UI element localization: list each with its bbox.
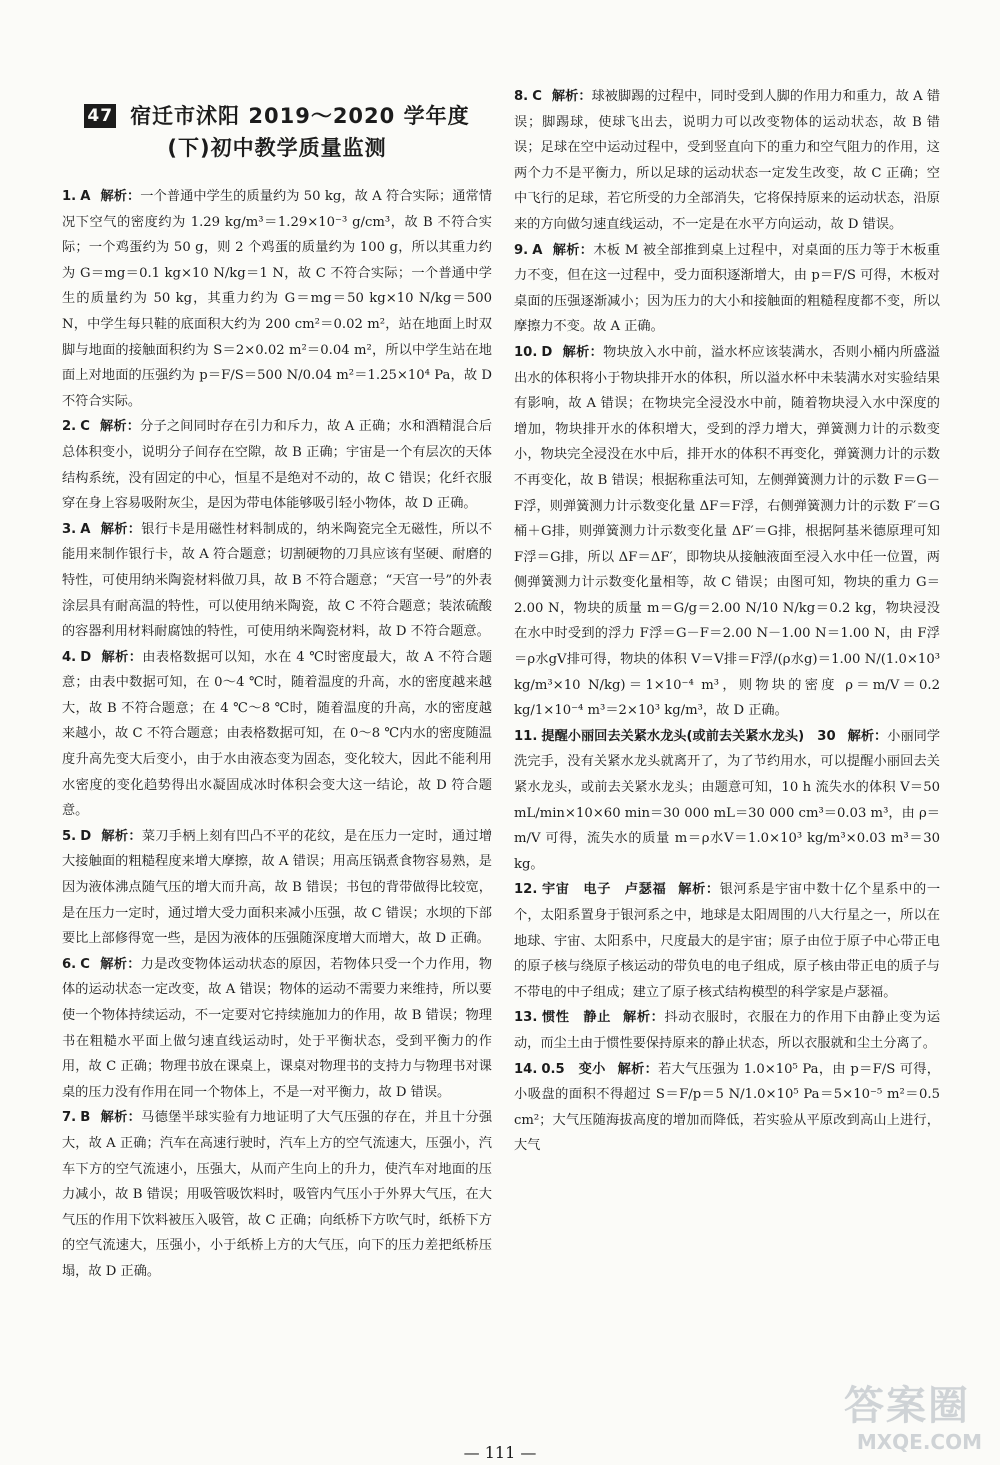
left-column: [62, 100, 492, 1285]
title-line-2: (下)初中教学质量监测: [167, 136, 387, 160]
item-text: 分子之间同时存在引力和斥力，故 A 正确；水和酒精混合后总体积变小，说明分子间存在空隙，故 B 正确；宇宙是一个有层次的天体结构系统，没有固定的中心，恒星不是绝对不动的，故 C 错误；化纤衣服穿在身上容易吸附灰尘，是因为带电体能够吸引轻小物体，故 D 正确。: [62, 419, 493, 512]
answer-item-7: [62, 1105, 492, 1284]
item-text: 银河系是宇宙中数十亿个星系中的一个，太阳系置身于银河系之中，地球是太阳周围的八大行星之一，所以在地球、宇宙、太阳系中，尺度最大的是宇宙；原子由位于原子中心带正电的原子核与绕原子核运动的带负电的电子组成，原子核由带正电的质子与不带电的中子组成；建立了原子核式结构模型的科学家是卢瑟福。: [514, 882, 941, 1000]
title-text-1: 宿迁市沭阳 2019～2020 学年度: [130, 104, 470, 128]
item-text: 由表格数据可以知，水在 4 ℃时密度最大，故 A 不符合题意；由表中数据可知，在 0～4 ℃时，随着温度的升高，水的密度越来越大，故 B 不符合题意；在 4 ℃～8 ℃时，随着温度的升高，水的密度越来越小，故 C 不符合题意；由表格数据可知，在 0～8 ℃内水的密度随温度升高先变大后变小，由于水由液态变为固态，变化较大，因此不能利用水密度的变化趋势得出水凝固成冰时体积会变大这一结论，故 D 符合题意。: [62, 649, 493, 819]
item-number: 14.: [514, 1061, 538, 1077]
item-number: 12.: [514, 882, 538, 898]
item-answer: 惯性 静止: [541, 1010, 612, 1026]
item-number: 8.: [514, 89, 529, 104]
section-title: [62, 100, 492, 164]
answer-item-13: [514, 1005, 940, 1056]
answer-item-1: [62, 184, 492, 414]
answer-item-6: [62, 952, 492, 1106]
analysis-label: 解析：: [678, 882, 720, 898]
answer-item-10: [514, 340, 940, 724]
answer-item-12: [514, 877, 940, 1005]
answer-item-4: [62, 645, 492, 824]
item-answer: 提醒小丽回去关紧水龙头(或前去关紧水龙头) 30: [541, 728, 836, 744]
item-text: 小丽同学洗完手，没有关紧水龙头就离开了，为了节约用水，可以提醒小丽回去关紧水龙头，或前去关紧水龙头；由题意可知，10 h 流失水的体积 V＝50 mL/min×10×60 min＝30 000 mL＝30 000 cm³＝0.03 m³，由 ρ＝m/V 可得，流失水的质量 m＝ρ水V＝1.0×10³ kg/m³×0.03 m³＝30 kg。: [514, 728, 941, 872]
item-answer: B: [80, 1110, 91, 1126]
answer-item-3: [62, 517, 492, 645]
analysis-label: 解析：: [101, 649, 143, 665]
item-answer: A: [80, 521, 91, 537]
item-text: 若大气压强为 1.0×10⁵ Pa，由 p＝F/S 可得，小吸盘的面积不得超过 S＝F/p＝5 N/1.0×10⁵ Pa＝5×10⁻⁵ m²＝0.5 cm²；大气压随海拔高度的增加而降低，若实验从平原改到高山上进行，大气: [514, 1061, 940, 1154]
item-number: 5.: [62, 828, 77, 844]
item-number: 10.: [514, 344, 538, 360]
item-number: 3.: [62, 521, 77, 537]
analysis-label: 解析：: [847, 728, 888, 744]
item-text: 力是改变物体运动状态的原因，若物体只受一个力作用，物体的运动状态一定改变，故 A 错误；物体的运动不需要力来维持，所以要使一个物体持续运动，不一定要对它持续施加力的作用，故 B 错误；物理书在粗糙水平面上做匀速直线运动时，处于平衡状态，受到平衡力的作用，故 C 正确；物理书放在课桌上，课桌对物理书的支持力与物理书对课桌的压力没有作用在同一个物体上，不是一对平衡力，故 D 错误。: [62, 956, 493, 1100]
analysis-label: 解析：: [623, 1010, 665, 1026]
item-text: 菜刀手柄上刻有凹凸不平的花纹，是在压力一定时，通过增大接触面的粗糙程度来增大摩擦，故 A 错误；用高压锅煮食物容易熟，是因为液体沸点随气压的增大而升高，故 B 错误；书包的背带做得比较宽，是在压力一定时，通过增大受力面积来减小压强，故 C 错误；水坝的下部要比上部修得宽一些，是因为液体的压强随深度增大而增大，故 D 正确。: [62, 828, 493, 947]
analysis-label: 解析：: [552, 242, 594, 258]
answer-item-9: [514, 238, 940, 340]
item-answer: C: [532, 89, 542, 104]
answer-item-8: [514, 84, 940, 238]
analysis-label: 解析：: [99, 419, 141, 435]
analysis-label: 解析：: [101, 828, 142, 844]
item-text: 木板 M 被全部推到桌上过程中，对桌面的压力等于木板重力不变，但在这一过程中，受力面积逐渐增大，由 p＝F/S 可得，木板对桌面的压强逐渐减小；因为压力的大小和接触面的粗糙程度都不变，所以摩擦力不变。故 A 正确。: [514, 242, 941, 335]
item-answer: 0.5 变小: [541, 1061, 606, 1077]
item-number: 6.: [62, 956, 77, 972]
analysis-label: 解析：: [551, 89, 592, 104]
item-text: 物块放入水中前，溢水杯应该装满水，否则小桶内所盛溢出水的体积将小于物块排开水的体积，所以溢水杯中未装满水对实验结果有影响，故 A 错误；在物块完全浸没水中前，随着物块浸入水中深度的增加，物块排开水的体积增大，受到的浮力增大，弹簧测力计的示数变小，物块完全浸没在水中后，排开水的体积不再变化，弹簧测力计的示数不再变化，故 B 错误；根据称重法可知，左侧弹簧测力计的示数 F＝G－F浮，则弹簧测力计示数变化量 ΔF＝F浮，右侧弹簧测力计的示数 F′＝G桶＋G排，则弹簧测力计示数变化量 ΔF′＝G排，根据阿基米德原理可知 F浮＝G排，所以 ΔF＝ΔF′，即物块从接触液面至浸入水中任一位置，两侧弹簧测力计示数变化量相等，故 C 错误；由图可知，物块的重力 G＝2.00 N，物块的质量 m＝G/g＝2.00 N/10 N/kg＝0.2 kg，物块浸没在水中时受到的浮力 F浮＝G－F＝2.00 N－1.00 N＝1.00 N，由 F浮＝ρ水gV排可得，物块的体积 V＝V排＝F浮/(ρ水g)＝1.00 N/(1.0×10³ kg/m³×10 N/kg)＝1×10⁻⁴ m³，则物块的密度 ρ＝m/V＝0.2 kg/1×10⁻⁴ m³＝2×10³ kg/m³，故 D 正确。: [514, 344, 940, 719]
answer-item-11: [514, 724, 940, 878]
analysis-label: 解析：: [617, 1061, 659, 1077]
analysis-label: 解析：: [100, 521, 142, 537]
item-answer: 宇宙 电子 卢瑟福: [541, 882, 667, 898]
item-text: 一个普通中学生的质量约为 50 kg，故 A 符合实际；通常情况下空气的密度约为 1.29 kg/m³＝1.29×10⁻³ g/cm³，故 B 不符合实际；一个鸡蛋约为 50 g，则 2 个鸡蛋的质量约为 100 g，所以其重力约为 G＝mg＝0.1 kg×10 N/kg＝1 N，故 C 不符合实际；一个普通中学生的质量约为 50 kg，其重力约为 G＝mg＝50 kg×10 N/kg＝500 N，中学生每只鞋的底面积大约为 200 cm²＝0.02 m²，站在地面上时双脚与地面的接触面积约为 S＝2×0.02 m²＝0.04 m²，所以中学生站在地面上对地面的压强约为 p＝F/S＝500 N/0.04 m²＝1.25×10⁴ Pa，故 D 不符合实际。: [62, 189, 492, 409]
item-text: 球被脚踢的过程中，同时受到人脚的作用力和重力，故 A 错误；脚踢球，使球飞出去，说明力可以改变物体的运动状态，故 B 错误；足球在空中运动过程中，受到竖直向下的重力和空气阻力的作用，这两个力不是平衡力，所以足球的运动状态一定发生改变，故 C 正确；空中飞行的足球，若它所受的力全部消失，它将保持原来的运动状态，沿原来的方向做匀速直线运动，不一定是在水平方向运动，故 D 错误。: [514, 89, 941, 232]
analysis-label: 解析：: [100, 189, 141, 204]
answer-item-5: [62, 824, 492, 952]
item-answer: A: [532, 242, 543, 258]
item-answer: D: [80, 828, 92, 844]
answer-item-14: [514, 1057, 940, 1159]
item-number: 11.: [514, 728, 538, 744]
watermark-logo-text: 答案圈: [844, 1383, 970, 1429]
item-text: 抖动衣服时，衣服在力的作用下由静止变为运动，而尘土由于惯性要保持原来的静止状态，所以衣服就和尘土分离了。: [514, 1010, 941, 1051]
item-answer: A: [80, 189, 91, 204]
item-answer: D: [541, 344, 553, 360]
item-answer: C: [80, 956, 90, 972]
item-text: 银行卡是用磁性材料制成的，纳米陶瓷完全无磁性，所以不能用来制作银行卡，故 A 符合题意；切割硬物的刀具应该有坚硬、耐磨的特性，可使用纳米陶瓷材料做刀具，故 B 不符合题意；“天宫一号”的外表涂层具有耐高温的特性，可以使用纳米陶瓷，故 C 不符合题意；装浓硫酸的容器利用材料耐腐蚀的特性，可使用纳米陶瓷材料，故 D 不符合题意。: [62, 521, 493, 640]
item-number: 2.: [62, 419, 77, 435]
section-number-badge: 47: [84, 104, 116, 128]
watermark-url: MXQE.COM: [856, 1430, 982, 1454]
right-column: [514, 84, 940, 1159]
item-answer: D: [80, 649, 92, 665]
item-answer: C: [80, 419, 90, 435]
item-text: 马德堡半球实验有力地证明了大气压强的存在，并且十分强大，故 A 正确；汽车在高速行驶时，汽车上方的空气流速大，压强小，汽车下方的空气流速小，压强大，从而产生向上的升力，使汽车对地面的压力减小，故 B 错误；用吸管吸饮料时，吸管内气压小于外界大气压，在大气压的作用下饮料被压入吸管，故 C 正确；向纸桥下方吹气时，纸桥下方的空气流速大，压强小，小于纸桥上方的大气压，向下的压力差把纸桥压塌，故 D 正确。: [62, 1110, 493, 1279]
analysis-label: 解析：: [99, 956, 141, 972]
item-number: 13.: [514, 1010, 538, 1026]
page-number: — 111 —: [463, 1443, 537, 1462]
answer-item-2: [62, 414, 492, 516]
watermark: [796, 1374, 986, 1454]
analysis-label: 解析：: [100, 1110, 142, 1126]
title-line-1: [62, 100, 492, 132]
analysis-label: 解析：: [562, 344, 604, 360]
item-number: 1.: [62, 189, 77, 204]
item-number: 9.: [514, 242, 529, 258]
item-number: 4.: [62, 649, 77, 665]
item-number: 7.: [62, 1110, 77, 1126]
